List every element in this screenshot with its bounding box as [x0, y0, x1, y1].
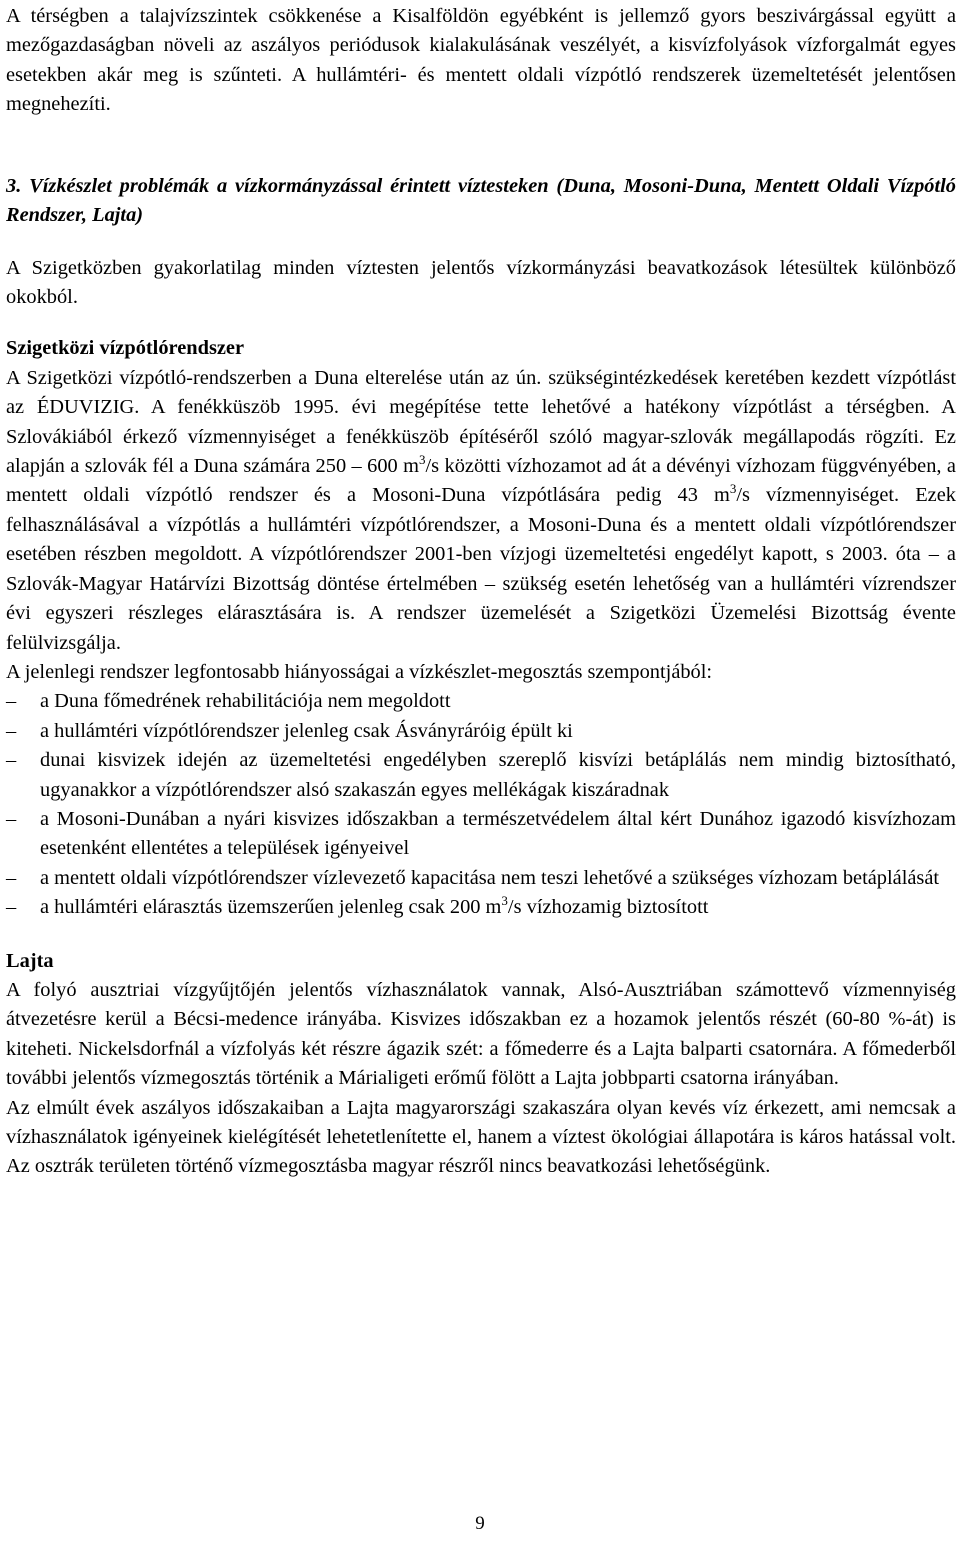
- dash-bullet: –: [6, 896, 17, 919]
- list-item-text: [40, 893, 709, 919]
- lajta-heading: Lajta: [6, 949, 54, 972]
- list-item: [6, 687, 956, 716]
- list-item: [6, 864, 956, 893]
- szigetkoz-heading: Szigetközi vízpótlórendszer: [6, 337, 245, 360]
- deficiency-list: [6, 687, 956, 922]
- list-item: [6, 893, 956, 922]
- lajta-paragraph-1: A folyó ausztriai vízgyűjtőjén jelentős vízhasználatok vannak, Alsó-Ausztriában számottevő vízmennyiség átvezetésre kerül a Bécsi-medence irányába. Kisvizes időszakban ez a hozamok jelentős részét (60-80 %-át) is kiteheti. Nickelsdorfnál a vízfolyás két részre ágazik szét: a főmederre és a Lajta balparti csatornára. A főmederből további jelentős vízmegosztás történik a Márialigeti erőmű fölött a Lajta jobbparti csatorna irányában.: [6, 978, 956, 1090]
- deficiency-list-intro: A jelenlegi rendszer legfontosabb hiányosságai a vízkészlet-megosztás szempontjából:: [6, 660, 713, 683]
- szigetkoz-text-part-1: A Szigetközi vízpótló-rendszerben a Duna elterelése után az ún. szükségintézkedések keretében kezdett vízpótlást az ÉDUVIZIG. A fenékküszöb 1995. évi megépítése tette lehetővé a hatékony vízpótlást a térségben. A Szlovákiából érkező vízmennyiséget a fenékküszöb építéséről szóló magyar-szlovák megállapodás rögzíti. Ez alapján a szlovák fél a Duna számára 250 – 600 m: [6, 366, 956, 478]
- superscript-3: 3: [419, 452, 426, 468]
- list-item-text: a hullámtéri vízpótlórendszer jelenleg csak Ásványráróig épült ki: [40, 719, 573, 742]
- dash-bullet: –: [6, 866, 17, 889]
- dash-bullet: –: [6, 749, 17, 772]
- document-page: [6, 0, 956, 1182]
- list-item: [6, 717, 956, 746]
- list-item: [6, 805, 956, 864]
- dash-bullet: –: [6, 807, 17, 830]
- szigetkoz-text-part-2: /s közötti vízhozamot ad át a dévényi vízhozam függvényében, a mentett oldali vízpótló rendszer és a Mosoni-Duna vízpótlására pedig 43 m: [6, 455, 956, 507]
- szigetkoz-paragraph: [6, 364, 956, 658]
- list-item-text-part-2: /s vízhozamig biztosított: [507, 896, 709, 919]
- page-number: 9: [475, 1513, 485, 1534]
- dash-bullet: –: [6, 690, 17, 713]
- superscript-3: 3: [501, 893, 508, 909]
- list-item-text: a Mosoni-Dunában a nyári kisvizes időszakban a természetvédelem által kért Dunához igazodó kisvízhozam esetenként ellentétes a települések igényeivel: [40, 807, 956, 860]
- section-intro-paragraph: A Szigetközben gyakorlatilag minden víztesten jelentős vízkormányzási beavatkozások létesültek különböző okokból.: [6, 256, 956, 309]
- intro-paragraph: A térségben a talajvízszintek csökkenése a Kisalföldön egyébként is jellemző gyors beszivárgással együtt a mezőgazdaságban növeli az aszályos periódusok kialakulásának veszélyét, a kisvízfolyások vízforgalmát egyes esetekben akár meg is szűnteti. A hullámtéri- és mentett oldali vízpótló rendszerek üzemeltetését jelentősen megnehezíti.: [6, 5, 956, 116]
- lajta-paragraph-2: Az elmúlt évek aszályos időszakaiban a Lajta magyarországi szakaszára olyan kevés víz érkezett, ami nemcsak a vízhasználatok igényeinek kielégítését lehetetlenítette el, hanem a víztest ökológiai állapotára is káros hatással volt. Az osztrák területen történő vízmegosztásba magyar részről nincs beavatkozási lehetőségünk.: [6, 1096, 956, 1178]
- szigetkoz-text-part-3: /s vízmennyiséget. Ezek felhasználásával a vízpótlás a hullámtéri vízpótlórendszer, a Mosoni-Duna és a mentett oldali vízpótlórendszer esetében részben megoldott. A vízpótlórendszer 2001-ben vízjogi üzemeltetési engedélyt kapott, s 2003. óta – a Szlovák-Magyar Határvízi Bizottság döntése értelmében – szükség esetén lehetőség van a hullámtéri vízrendszer évi egyszeri részleges elárasztására is. A rendszer üzemelését a Szigetközi Üzemelési Bizottság évente felülvizsgálja.: [6, 484, 956, 654]
- list-item-text: a mentett oldali vízpótlórendszer vízlevezető kapacitása nem teszi lehetővé a szükséges vízhozam betáplálását: [40, 866, 940, 889]
- list-item-text: dunai kisvizek idején az üzemeltetési engedélyben szereplő kisvízi betáplálás nem mindig biztosítható, ugyanakkor a vízpótlórendszer alsó szakaszán egyes mellékágak kiszáradnak: [40, 749, 956, 801]
- list-item-text-part-1: a hullámtéri elárasztás üzemszerűen jelenleg csak 200 m: [40, 896, 502, 919]
- list-item-text: a Duna főmedrének rehabilitációja nem megoldott: [40, 690, 451, 713]
- dash-bullet: –: [6, 719, 17, 742]
- list-item: [6, 746, 956, 805]
- section-title: 3. Vízkészlet problémák a vízkormányzással érintett víztesteken (Duna, Mosoni-Duna, Mentett Oldali Vízpótló Rendszer, Lajta): [6, 174, 956, 226]
- superscript-3: 3: [729, 481, 737, 497]
